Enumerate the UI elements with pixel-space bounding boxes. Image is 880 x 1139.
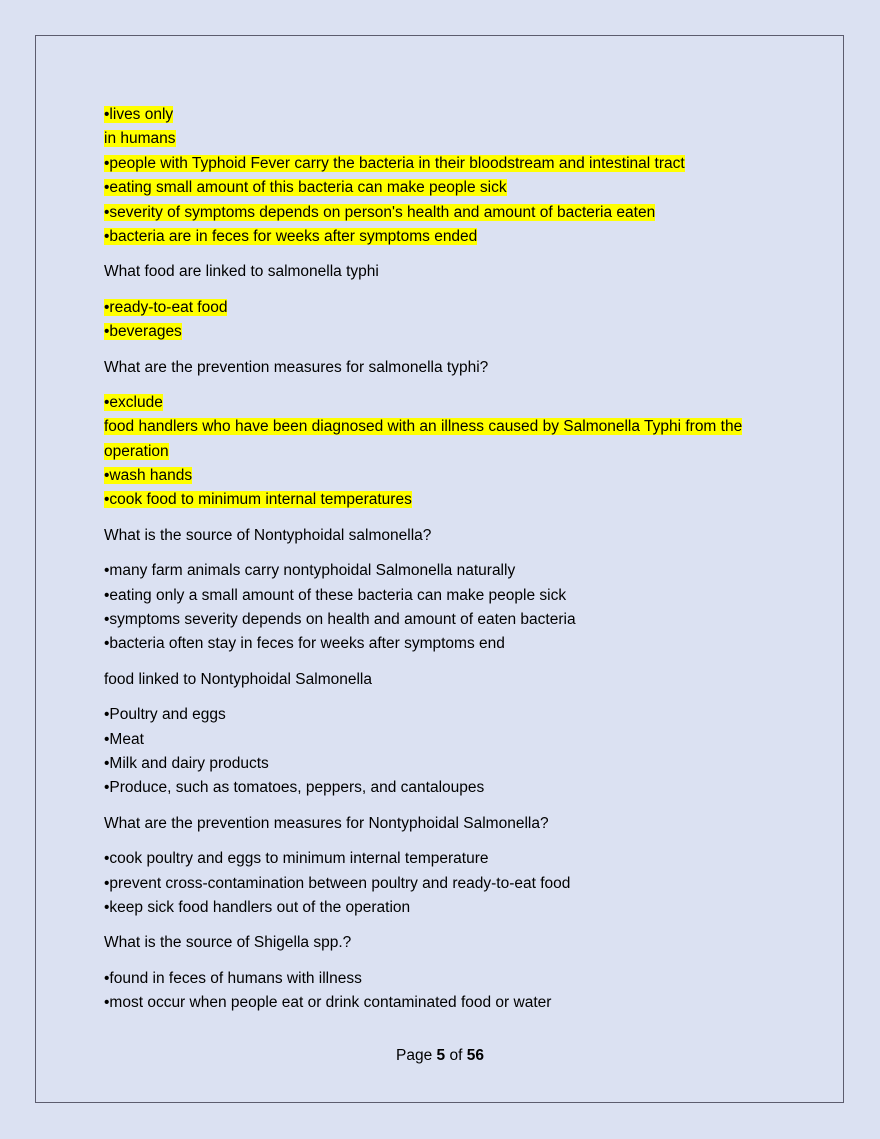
highlighted-text: •bacteria are in feces for weeks after symptoms ended [104,227,478,245]
answer-line [104,127,804,151]
highlighted-text: •severity of symptoms depends on person's health and amount of bacteria eaten [104,203,656,221]
answer-line [104,201,804,225]
answer-line [104,584,804,608]
answer-line [104,847,804,871]
highlighted-text: in humans [104,130,176,148]
highlighted-text: •exclude [104,393,163,411]
answer-line [104,176,804,200]
highlighted-text: •ready-to-eat food [104,298,228,316]
answer-line [104,752,804,776]
highlighted-text: •wash hands [104,467,193,485]
answer-line [104,703,804,727]
section-question: food linked to Nontyphoidal Salmonella [104,670,372,688]
answer-line [104,440,804,464]
page-content [104,103,804,1016]
highlighted-text: •eating small amount of this bacteria can make people sick [104,179,507,197]
answer-line [104,728,804,752]
answer-line [104,559,804,583]
answer-line [104,608,804,632]
answer-line [104,632,804,656]
answer-text: •Milk and dairy products [104,754,269,772]
section-question: What food are linked to salmonella typhi [104,263,379,281]
footer-prefix: Page [396,1047,437,1064]
highlighted-text: operation [104,442,169,460]
answer-text: •prevent cross-contamination between poultry and ready-to-eat food [104,874,571,892]
answer-line [104,391,804,415]
highlighted-text: •lives only [104,106,174,123]
answer-line [104,488,804,512]
section-question: What are the prevention measures for Nontyphoidal Salmonella? [104,814,549,832]
section-question: What is the source of Shigella spp.? [104,934,352,952]
answer-text: •most occur when people eat or drink contaminated food or water [104,994,552,1012]
answer-text: •Produce, such as tomatoes, peppers, and cantaloupes [104,779,485,797]
highlighted-text: •people with Typhoid Fever carry the bacteria in their bloodstream and intestinal tract [104,154,685,172]
highlighted-text: food handlers who have been diagnosed with an illness caused by Salmonella Typhi from the [104,418,743,436]
answer-text: •eating only a small amount of these bacteria can make people sick [104,586,567,604]
section-question: What is the source of Nontyphoidal salmonella? [104,526,432,544]
answer-text: •bacteria often stay in feces for weeks after symptoms end [104,635,505,653]
answer-line [104,776,804,800]
answer-text: •Meat [104,730,144,748]
section-question: What are the prevention measures for salmonella typhi? [104,358,489,376]
answer-text: •keep sick food handlers out of the operation [104,898,411,916]
answer-text: •symptoms severity depends on health and amount of eaten bacteria [104,611,576,629]
answer-text: •cook poultry and eggs to minimum internal temperature [104,850,489,868]
answer-line [104,896,804,920]
page-footer [0,1045,880,1067]
answer-line [104,225,804,249]
answer-line [104,103,804,127]
answer-line [104,296,804,320]
answer-line [104,320,804,344]
answer-text: •many farm animals carry nontyphoidal Salmonella naturally [104,562,516,580]
answer-line [104,967,804,991]
answer-line [104,464,804,488]
answer-line [104,152,804,176]
answer-line [104,872,804,896]
highlighted-text: •cook food to minimum internal temperatures [104,491,412,509]
footer-middle: of [445,1047,467,1064]
answer-text: •found in feces of humans with illness [104,969,362,987]
answer-line [104,991,804,1015]
footer-total-pages: 56 [466,1047,484,1064]
answer-text: •Poultry and eggs [104,706,226,724]
footer-current-page: 5 [436,1047,446,1064]
highlighted-text: •beverages [104,323,182,341]
answer-line [104,415,804,439]
